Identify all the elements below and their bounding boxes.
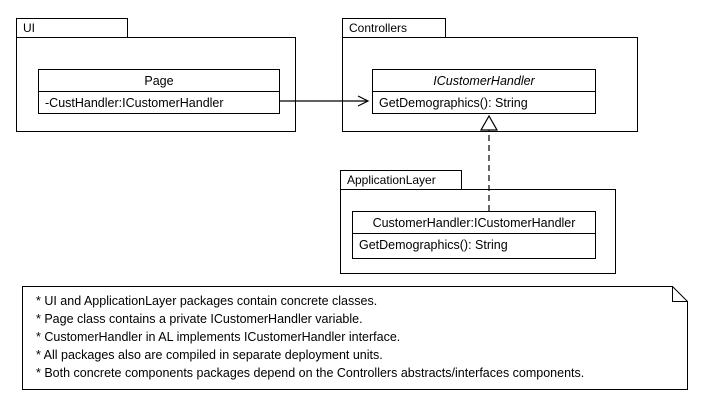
package-ui-tab-label: UI — [16, 18, 128, 38]
class-page-member: -CustHandler:ICustomerHandler — [45, 96, 224, 110]
class-icustomerhandler-operation: GetDemographics(): String — [379, 96, 528, 110]
note-line-3: * CustomerHandler in AL implements ICustomerHandler interface. — [36, 330, 401, 344]
class-page[interactable] — [38, 69, 280, 114]
class-customerhandler-operation: GetDemographics(): String — [359, 238, 508, 252]
package-controllers-tab-label: Controllers — [342, 18, 446, 38]
class-page-name: Page — [39, 70, 279, 92]
note-line-1: * UI and ApplicationLayer packages contain concrete classes. — [36, 294, 378, 308]
class-customerhandler-name: CustomerHandler:ICustomerHandler — [353, 212, 595, 234]
notes-box — [22, 286, 688, 390]
note-line-5: * Both concrete components packages depend on the Controllers abstracts/interfaces components. — [36, 366, 585, 380]
class-icustomerhandler[interactable] — [372, 69, 596, 114]
note-line-2: * Page class contains a private ICustomerHandler variable. — [36, 312, 363, 326]
class-icustomerhandler-name: ICustomerHandler — [373, 70, 595, 92]
package-applicationlayer-tab-label: ApplicationLayer — [340, 170, 462, 190]
note-line-4: * All packages also are compiled in separate deployment units. — [36, 348, 383, 362]
class-customerhandler[interactable] — [352, 211, 596, 259]
